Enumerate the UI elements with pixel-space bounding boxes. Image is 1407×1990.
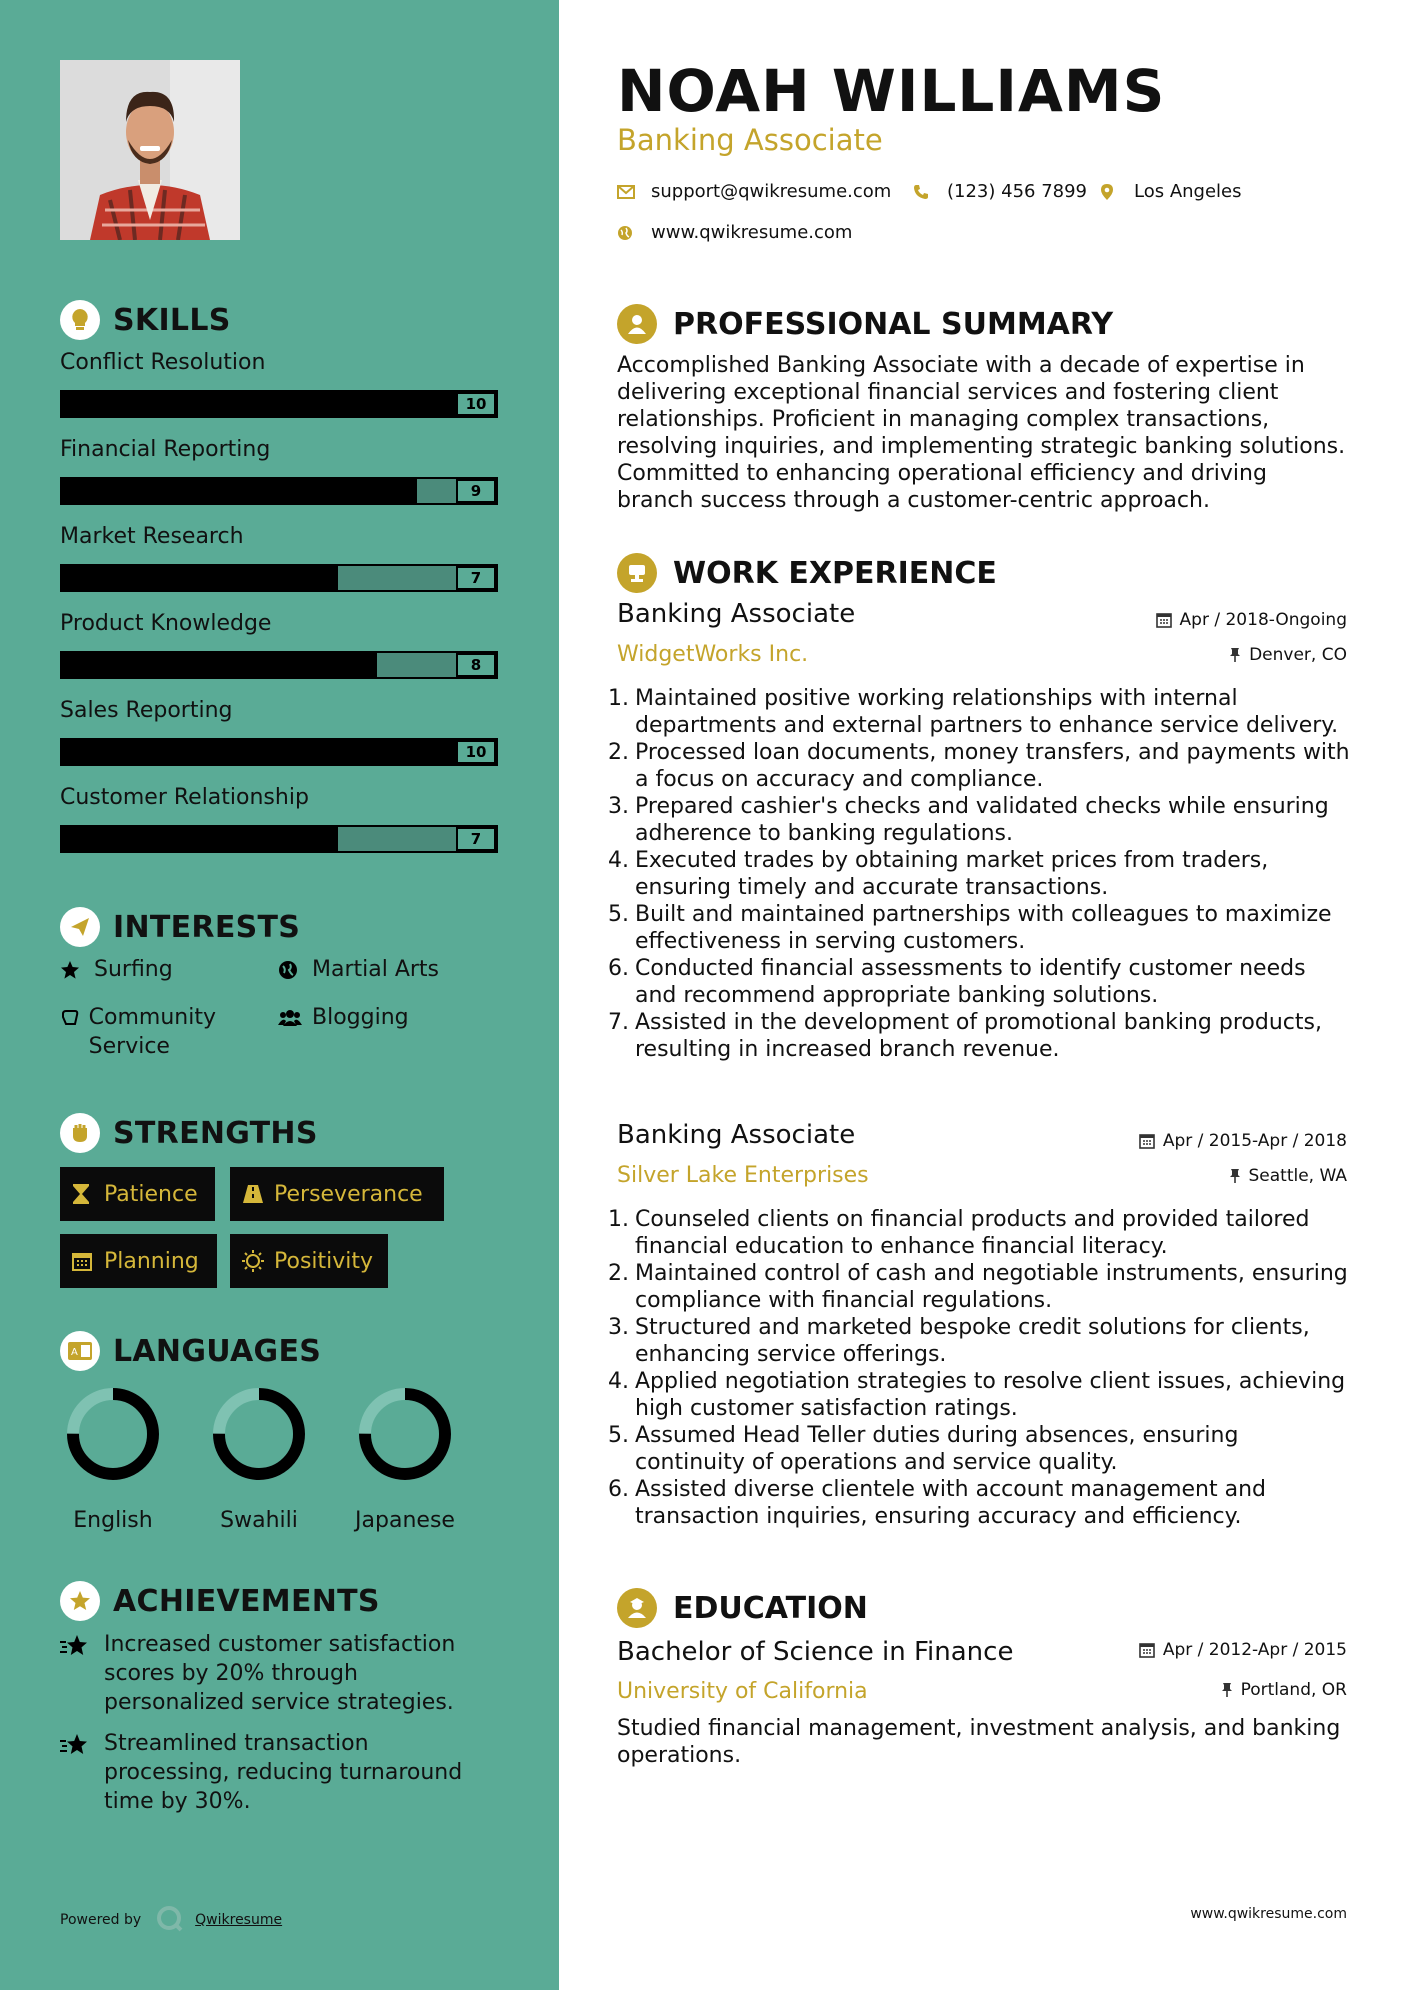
- svg-text:A: A: [71, 1347, 78, 1358]
- job-role: Banking Associate: [617, 1120, 856, 1150]
- skill-bar: [60, 738, 498, 766]
- interest-item: Blogging: [278, 1003, 409, 1032]
- strengths-heading: [60, 1113, 318, 1153]
- job-bullet: [607, 793, 1352, 847]
- skill-name: Conflict Resolution: [60, 350, 266, 375]
- graduate-icon: [617, 1588, 657, 1628]
- bullet-number: 7.: [608, 1010, 629, 1035]
- skill-level: 9: [456, 479, 496, 503]
- star-burst-icon: [60, 1729, 90, 1816]
- language-icon: [60, 1331, 100, 1371]
- language-level-ring: [357, 1386, 453, 1482]
- skill-name: Product Knowledge: [60, 611, 272, 636]
- interest-item: Surfing: [60, 955, 173, 984]
- calendar-icon: [1139, 1642, 1155, 1658]
- bullet-number: 4.: [608, 1369, 629, 1394]
- bullet-text: Maintained control of cash and negotiable instruments, ensuring compliance with financial regulations.: [635, 1261, 1348, 1313]
- school: University of California: [617, 1679, 868, 1704]
- globe-icon: [617, 225, 639, 241]
- interest-item: Martial Arts: [278, 955, 439, 984]
- hourglass-icon: [72, 1183, 94, 1205]
- job-bullet: [607, 847, 1352, 901]
- trophy-star-icon: [60, 1581, 100, 1621]
- skill-name: Customer Relationship: [60, 785, 309, 810]
- job-role: Banking Associate: [617, 599, 856, 629]
- bullet-number: 1.: [608, 1207, 629, 1232]
- language-name: Japanese: [355, 1508, 455, 1533]
- qwikresume-link[interactable]: Qwikresume: [195, 1912, 283, 1928]
- candidate-title: Banking Associate: [617, 123, 883, 157]
- job-company: WidgetWorks Inc.: [617, 642, 809, 667]
- skill-bar: [60, 564, 498, 592]
- map-pin-icon: [1100, 183, 1122, 201]
- education-date: Apr / 2012-Apr / 2015: [1139, 1640, 1347, 1660]
- achievement-item: Increased customer satisfaction scores by 20% through personalized service strategies.: [60, 1630, 500, 1717]
- job-bullet: [607, 901, 1352, 955]
- education-title: EDUCATION: [673, 1590, 868, 1626]
- skills-title: SKILLS: [113, 302, 231, 338]
- job-bullets: [607, 1206, 1352, 1530]
- contact-phone: (123) 456 7899: [913, 181, 1087, 202]
- bullet-number: 1.: [608, 686, 629, 711]
- bullet-number: 2.: [608, 740, 629, 765]
- calendar-icon: [1156, 612, 1172, 628]
- qwikresume-logo-icon: [155, 1904, 183, 1936]
- bullet-text: Assumed Head Teller duties during absences, ensuring continuity of operations and service quality.: [635, 1423, 1239, 1475]
- achievements-heading: [60, 1581, 380, 1621]
- email-link[interactable]: support@qwikresume.com: [651, 181, 892, 202]
- language-level-ring: [211, 1386, 307, 1482]
- bullet-text: Structured and marketed bespoke credit solutions for clients, enhancing service offerings.: [635, 1315, 1310, 1367]
- strengths-title: STRENGTHS: [113, 1115, 318, 1151]
- bullet-text: Built and maintained partnerships with colleagues to maximize effectiveness in serving customers.: [635, 902, 1332, 954]
- skill-level: 10: [456, 392, 496, 416]
- powered-by: Powered by Qwikresume: [60, 1904, 282, 1936]
- job-bullet: [607, 1476, 1352, 1530]
- skill-name: Financial Reporting: [60, 437, 271, 462]
- bullet-number: 5.: [608, 1423, 629, 1448]
- job-date: Apr / 2018-Ongoing: [1156, 610, 1347, 630]
- bullet-number: 5.: [608, 902, 629, 927]
- education-heading: [617, 1588, 868, 1628]
- users-icon: [278, 1003, 304, 1032]
- sidebar: [0, 0, 559, 1990]
- phone-icon: [913, 184, 935, 200]
- bullet-text: Applied negotiation strategies to resolve client issues, achieving high customer satisfaction ratings.: [635, 1369, 1346, 1421]
- job-company: Silver Lake Enterprises: [617, 1163, 869, 1188]
- bullet-text: Conducted financial assessments to identify customer needs and recommend appropriate banking solutions.: [635, 956, 1306, 1008]
- skill-name: Market Research: [60, 524, 244, 549]
- job-bullet: [607, 1368, 1352, 1422]
- skills-heading: [60, 300, 231, 340]
- job-location: Denver, CO: [1229, 645, 1347, 665]
- fist-icon: [60, 1113, 100, 1153]
- bullet-text: Assisted diverse clientele with account management and transaction inquiries, ensuring accuracy and efficiency.: [635, 1477, 1266, 1529]
- job-bullet: [607, 739, 1352, 793]
- skill-level: 7: [456, 566, 496, 590]
- work-heading: [617, 553, 997, 593]
- achievements-title: ACHIEVEMENTS: [113, 1583, 380, 1619]
- skill-level: 7: [456, 827, 496, 851]
- job-bullet: [607, 685, 1352, 739]
- job-bullet: [607, 1206, 1352, 1260]
- profile-photo: [60, 60, 240, 240]
- achievement-item: Streamlined transaction processing, reducing turnaround time by 30%.: [60, 1729, 500, 1816]
- interests-title: INTERESTS: [113, 909, 301, 945]
- job-bullet: [607, 1260, 1352, 1314]
- summary-text: Accomplished Banking Associate with a decade of expertise in delivering exceptional financial services and fostering client relationships. Proficient in managing complex transactions, resolving inquiries, and implementing strategic banking solutions. Committed to enhancing operational efficiency and driving branch success through a customer-centric approach.: [617, 353, 1346, 513]
- sun-icon: [242, 1250, 264, 1272]
- contact-email: [617, 181, 891, 202]
- pushpin-icon: [1229, 647, 1241, 663]
- job-location: Seattle, WA: [1229, 1166, 1348, 1186]
- summary-heading: [617, 304, 1113, 344]
- language-level-ring: [65, 1386, 161, 1482]
- skill-bar: [60, 390, 498, 418]
- skill-level: 8: [456, 653, 496, 677]
- job-date: Apr / 2015-Apr / 2018: [1139, 1131, 1347, 1151]
- job-bullet: [607, 955, 1352, 1009]
- job-bullet: [607, 1314, 1352, 1368]
- website-link[interactable]: www.qwikresume.com: [651, 222, 853, 243]
- contact-location: Los Angeles: [1100, 181, 1242, 202]
- hand-icon: [60, 1003, 81, 1032]
- degree: Bachelor of Science in Finance: [617, 1637, 1014, 1667]
- language-item: [48, 1386, 178, 1533]
- strength-badge: Planning: [60, 1234, 217, 1288]
- job-bullets: [607, 685, 1352, 1063]
- skill-bar: [60, 825, 498, 853]
- pushpin-icon: [1229, 1168, 1241, 1184]
- globe-icon: [278, 955, 304, 984]
- star-icon: [60, 955, 86, 984]
- bullet-number: 6.: [608, 1477, 629, 1502]
- skill-name: Sales Reporting: [60, 698, 233, 723]
- education-description: Studied financial management, investment analysis, and banking operations.: [617, 1716, 1341, 1768]
- bullet-number: 6.: [608, 956, 629, 981]
- language-item: [194, 1386, 324, 1533]
- paper-plane-icon: [60, 907, 100, 947]
- bullet-number: 4.: [608, 848, 629, 873]
- interests-heading: [60, 907, 300, 947]
- candidate-name: NOAH WILLIAMS: [617, 57, 1166, 125]
- footer-url[interactable]: www.qwikresume.com: [1190, 1906, 1347, 1922]
- user-icon: [617, 304, 657, 344]
- language-name: English: [73, 1508, 153, 1533]
- bullet-text: Maintained positive working relationships with internal departments and external partners to enhance service delivery.: [635, 686, 1339, 738]
- bullet-text: Counseled clients on financial products and provided tailored financial education to enhance financial literacy.: [635, 1207, 1310, 1259]
- skill-bar: [60, 651, 498, 679]
- languages-title: LANGUAGES: [113, 1333, 322, 1369]
- pushpin-icon: [1221, 1682, 1233, 1698]
- lightbulb-icon: [60, 300, 100, 340]
- calendar-icon: [1139, 1133, 1155, 1149]
- road-icon: [242, 1183, 264, 1205]
- briefcase-icon: [617, 553, 657, 593]
- bullet-text: Processed loan documents, money transfers, and payments with a focus on accuracy and compliance.: [635, 740, 1350, 792]
- strength-badge: Patience: [60, 1167, 215, 1221]
- summary-title: PROFESSIONAL SUMMARY: [673, 306, 1114, 342]
- languages-heading: [60, 1331, 321, 1371]
- envelope-icon: [617, 185, 639, 199]
- skill-level: 10: [456, 740, 496, 764]
- bullet-text: Assisted in the development of promotional banking products, resulting in increased branch revenue.: [635, 1010, 1322, 1062]
- bullet-number: 3.: [608, 794, 629, 819]
- language-name: Swahili: [220, 1508, 298, 1533]
- bullet-number: 3.: [608, 1315, 629, 1340]
- bullet-text: Executed trades by obtaining market prices from traders, ensuring timely and accurate transactions.: [635, 848, 1269, 900]
- job-bullet: [607, 1009, 1352, 1063]
- language-item: [340, 1386, 470, 1533]
- interest-item: Community Service: [60, 1003, 260, 1061]
- work-title: WORK EXPERIENCE: [673, 555, 997, 591]
- skill-bar: [60, 477, 498, 505]
- strength-badge: Perseverance: [230, 1167, 444, 1221]
- bullet-number: 2.: [608, 1261, 629, 1286]
- star-burst-icon: [60, 1630, 90, 1717]
- strength-badge: Positivity: [230, 1234, 388, 1288]
- bullet-text: Prepared cashier's checks and validated checks while ensuring adherence to banking regulations.: [635, 794, 1329, 846]
- education-location: Portland, OR: [1221, 1680, 1347, 1700]
- calendar-icon: [72, 1250, 94, 1272]
- job-bullet: [607, 1422, 1352, 1476]
- contact-website: [617, 222, 852, 243]
